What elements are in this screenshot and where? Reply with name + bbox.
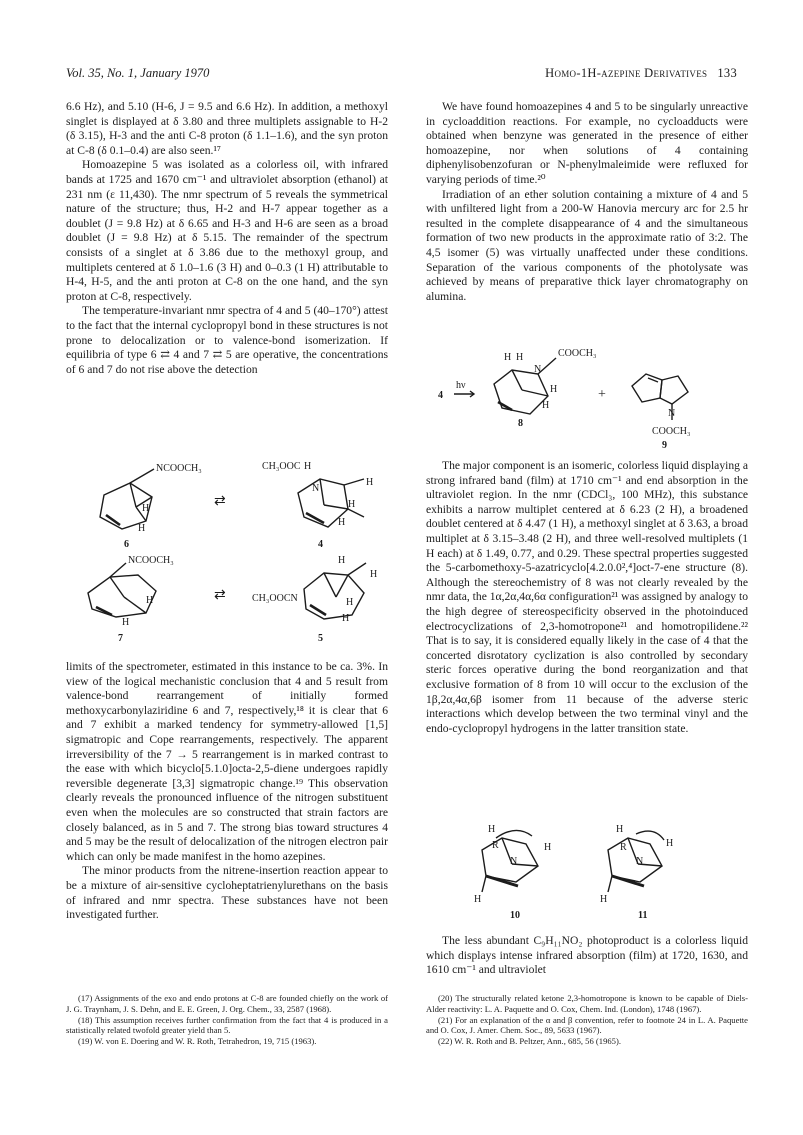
footnote: (17) Assignments of the exo and endo protons at C-8 are founded chiefly on the work of J. G. Traynham, J. S. Dehn, and E. E. Green, J. Org. Chem., 33, 2587 (1968). bbox=[66, 993, 388, 1014]
footnote: (20) The structurally related ketone 2,3-homotropone is known to be capable of Diels-Alder reactivity: L. A. Paquette and O. Cox, Chem. Ind. (London), 1748 (1967). bbox=[426, 993, 748, 1014]
running-title-text: Homo-1H-azepine Derivatives bbox=[545, 66, 708, 80]
label-r: R bbox=[492, 840, 499, 851]
footnotes-left bbox=[66, 993, 388, 1047]
label-h: H bbox=[600, 894, 608, 905]
label-h: H bbox=[142, 503, 150, 514]
journal-volume: Vol. 35, No. 1, January 1970 bbox=[66, 66, 210, 80]
left-column-top bbox=[66, 100, 388, 377]
left-column-bottom bbox=[66, 660, 388, 923]
label-h: H bbox=[122, 617, 130, 628]
label-h: H bbox=[666, 838, 674, 849]
footnotes-right bbox=[426, 993, 748, 1047]
paragraph: The less abundant C₉H₁₁NO₂ photoproduct is a colorless liquid which displays intense infrared absorption (film) at 1720, 1630, and 1610 cm⁻¹ and ultraviolet bbox=[426, 934, 748, 977]
running-header bbox=[66, 66, 737, 84]
paragraph: The major component is an isomeric, colorless liquid displaying a strong infrared band (film) at 1710 cm⁻¹ and end absorption in the ultraviolet region. In the nmr (CDCl₃, 100 MHz), this substance exhibits a narrow multiplet centered at δ 6.23 (2 H), a broadened doublet centered at δ 4.47 (1 H), a methoxyl singlet at δ 3.63, a broad multiplet at δ 3.15–3.48 (2 H), and three well-resolved multiplets (1 H each) at δ 1.49, 0.77, and 0.29. These spectral properties suggested the 5-carbomethoxy-5-azatricyclo[4.2.0.0²,⁴]oct-7-ene structure (8). Although the stereochemistry of 8 was not clearly revealed by the nmr data, the 1α,2α,4α,6α configuration²¹ was assigned by analogy to the high degree of stereospecificity observed in the photoinduced electrocyclizations of 2,3-homotropone²¹ and homotropilidene.²² That is to say, it is considered equally likely in the case of 4 that the concerted disrotatory cyclization is also controlled by secondary steric forces operative during the bond reorganization and that exclusive formation of 8 from 10 will occur to the exclusion of the 1β,2α,4α,6β isomer from 11 because of the adverse steric interactions which develop between the two terminal vinyl and the endo-cyclopropyl hydrogens in the latter transition state. bbox=[426, 459, 748, 735]
footnote: (19) W. von E. Doering and W. R. Roth, Tetrahedron, 19, 715 (1963). bbox=[78, 1036, 317, 1047]
label-h: H bbox=[346, 597, 354, 608]
label-h: H bbox=[488, 824, 496, 835]
paragraph: The minor products from the nitrene-insertion reaction appear to be a mixture of air-sensitive cycloheptatrienylurethans on the basis of infrared and nmr spectra. These substances have not been investigated further. bbox=[66, 864, 388, 922]
label-r: R bbox=[620, 842, 627, 853]
footnote: (22) W. R. Roth and B. Peltzer, Ann., 685, 56 (1965). bbox=[438, 1036, 621, 1047]
equilibrium-arrow: ⇄ bbox=[214, 494, 226, 509]
label-ncooch3: NCOOCH₃ bbox=[156, 463, 202, 474]
label-n: N bbox=[668, 408, 676, 419]
label-h: H bbox=[366, 477, 374, 488]
compound-number-8: 8 bbox=[518, 418, 523, 429]
compound-number-10: 10 bbox=[510, 910, 520, 920]
label-h: H bbox=[138, 523, 146, 534]
paragraph: We have found homoazepines 4 and 5 to be singularly unreactive in cycloaddition reactions. For example, no cycloadducts were obtained when benzyne was generated in the presence of either homoazepine, nor when solutions of 4 containing diphenylisobenzofuran or N-phenylmaleimide were refluxed for varying periods of time.²⁰ bbox=[426, 100, 748, 186]
footnote: (21) For an explanation of the α and β convention, refer to footnote 24 in L. A. Paquette and O. Cox, J. Amer. Chem. Soc., 89, 5633 (1967). bbox=[426, 1014, 748, 1036]
label-h: H bbox=[370, 569, 378, 580]
label-h: H bbox=[616, 824, 624, 835]
label-h: H bbox=[338, 517, 346, 528]
compound-number-7: 7 bbox=[118, 633, 123, 644]
label-ch3oocn: CH₃OOCN bbox=[252, 593, 298, 604]
figure-valence-isomers bbox=[66, 455, 388, 645]
transition-state-diagram bbox=[426, 820, 748, 920]
page-number: 133 bbox=[717, 66, 737, 80]
paragraph: 6.6 Hz), and 5.10 (H-6, J = 9.5 and 6.6 Hz). In addition, a methoxyl singlet is displayed at δ 3.80 and three multiplets assignable to H-2 (δ 3.15), H-3 and the anti C-8 proton (δ 1.1–1.6), and the syn proton at C-8 (δ 0.1–0.4) are also seen.¹⁷ bbox=[66, 100, 388, 157]
compound-number-4: 4 bbox=[318, 539, 323, 550]
right-column-top bbox=[426, 100, 748, 304]
plus-sign: + bbox=[598, 387, 606, 402]
paragraph: Homoazepine 5 was isolated as a colorless oil, with infrared bands at 1725 and 1670 cm⁻¹ and ultraviolet absorption (ethanol) at 231 nm (ε 11,430). The nmr spectrum of 5 reveals the symmetrical nature of the structure; thus, H-2 and H-7 appear together as a doublet (J = 9.8 Hz) at δ 6.65 and H-3 and H-6 are seen as a broad doublet (J = 9.8 Hz) at δ 5.15. The remainder of the spectrum consists of a singlet at δ 3.86 due to the methoxyl group, and multiplets centered at δ 1.0–1.6 (3 H) and 0–0.3 (1 H) attributable to H-4, H-5, and the anti proton at C-8 on the one hand, and the syn proton at C-8, respectively. bbox=[66, 158, 388, 303]
label-h: H bbox=[342, 613, 350, 624]
label-ncooch3: NCOOCH₃ bbox=[128, 555, 174, 566]
compound-number-6: 6 bbox=[124, 539, 129, 550]
right-column-bottom bbox=[426, 934, 748, 978]
figure-photoreaction bbox=[426, 342, 748, 450]
paragraph: The temperature-invariant nmr spectra of 4 and 5 (40–170°) attest to the fact that the internal cyclopropyl bond in these structures is not prone to delocalization or to valence-bond isomerization. If equilibria of type 6 ⇄ 4 and 7 ⇄ 5 are operative, the concentrations of 6 and 7 do not rise above the detection bbox=[66, 304, 388, 376]
label-h: H bbox=[504, 352, 512, 363]
compound-number-11: 11 bbox=[638, 910, 648, 920]
label-h: H bbox=[544, 842, 552, 853]
label-h: H bbox=[304, 461, 312, 472]
start-compound-4: 4 bbox=[438, 390, 443, 401]
label-cooch3: COOCH₃ bbox=[558, 348, 597, 359]
footnote: (18) This assumption receives further confirmation from the fact that 4 is produced in a statistically related twofold greater yield than 5. bbox=[66, 1014, 388, 1036]
label-h: H bbox=[338, 555, 346, 566]
paragraph: Irradiation of an ether solution containing a mixture of 4 and 5 with unfiltered light from a 200-W Hanovia mercury arc for 2.5 hr resulted in the complete disappearance of 4 and the simultaneous formation of two new products in the approximate ratio of 3:2. The 4,5 isomer (5) was virtually unaffected under these conditions. Separation of the various components of the photolysate was achieved by means of preparative thick layer chromatography on alumina. bbox=[426, 187, 748, 303]
label-cooch3: COOCH₃ bbox=[652, 426, 691, 437]
label-h: H bbox=[474, 894, 482, 905]
compound-number-9: 9 bbox=[662, 440, 667, 450]
paragraph: limits of the spectrometer, estimated in this instance to be ca. 3%. In view of the logical mechanistic conclusion that 4 and 5 result from valence-bond rearrangement of initially formed methoxycarbonylaziridine 6 and 7, respectively,¹⁸ it is clear that 6 and 7 exhibit a marked tendency for symmetry-allowed [1,5] sigmatropic and Cope rearrangements, respectively. The apparent irreversibility of the 7 → 5 rearrangement is in marked contrast to the ease with which bicyclo[5.1.0]octa-2,5-diene undergoes rapidly reversible degenerate [3,3] sigmatropic change.¹⁹ This observation clearly reveals the pronounced influence of the nitrogen substituent even when the molecules are so constructed that strain factors are closely balanced, as in 5 and 7. The strong bias toward structures 4 and 5 may be the result of delocalization of the nitrogen electron pair which can only be made manifest in the homo azepines. bbox=[66, 660, 388, 863]
label-ch3ooc: CH₃OOC bbox=[262, 461, 301, 472]
label-n: N bbox=[636, 856, 644, 867]
label-h: H bbox=[348, 499, 356, 510]
right-column-mid bbox=[426, 459, 748, 736]
label-h: H bbox=[550, 384, 558, 395]
label-n: N bbox=[534, 364, 542, 375]
label-h: H bbox=[542, 400, 550, 411]
reaction-diagram bbox=[426, 342, 748, 450]
label-n: N bbox=[312, 483, 320, 494]
figure-transition-states bbox=[426, 820, 748, 920]
label-h: H bbox=[516, 352, 524, 363]
running-title bbox=[545, 66, 737, 81]
compound-number-5: 5 bbox=[318, 633, 323, 644]
equilibrium-arrow: ⇄ bbox=[214, 588, 226, 603]
hv-label: hν bbox=[456, 380, 466, 391]
label-h: H bbox=[146, 595, 154, 606]
structure-diagram bbox=[66, 455, 388, 645]
label-n: N bbox=[510, 856, 518, 867]
